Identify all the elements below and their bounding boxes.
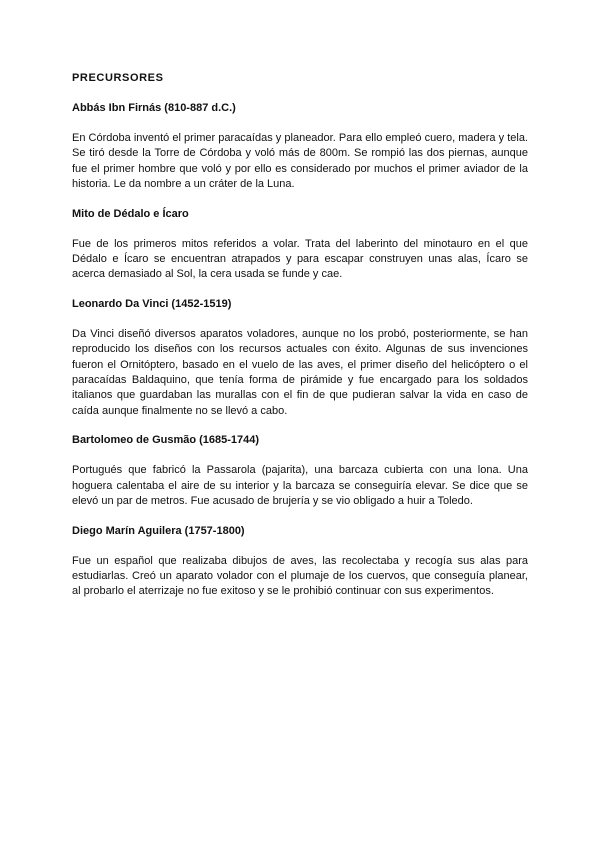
section-heading: Bartolomeo de Gusmão (1685-1744) [72, 434, 260, 447]
section-body: En Córdoba inventó el primer paracaídas y planeador. Para ello empleó cuero, madera y tela. Se tiró desde la Torre de Córdoba y voló más de 800m. Se rompió las dos piernas, aunque fue el primer hombre que voló y por ello es considerado por muchos el primer aviador de la historia. Le da nombre a un cráter de la Luna. [72, 132, 528, 191]
section-body: Fue de los primeros mitos referidos a volar. Trata del laberinto del minotauro en el que Dédalo e Ícaro se encuentran atrapados y para escapar construyen unas alas, Ícaro se acerca demasiado al Sol, la cera usada se funde y cae. [72, 237, 528, 281]
section-dedalo-icaro [72, 207, 528, 283]
section-leonardo-da-vinci [72, 297, 528, 419]
section-heading: Mito de Dédalo e Ícaro [72, 207, 189, 220]
document-title: PRECURSORES [72, 72, 164, 84]
section-abbas-ibn-firnas [72, 101, 528, 193]
section-diego-marin-aguilera [72, 524, 528, 600]
section-body: Portugués que fabricó la Passarola (pajarita), una barcaza cubierta con una lona. Una hoguera calentaba el aire de su interior y la barcaza se conseguiría elevar. Se dice que se elevó un par de metros. Fue acusado de brujería y se vio obligado a huir a Toledo. [72, 464, 528, 508]
section-body: Da Vinci diseñó diversos aparatos voladores, aunque no los probó, posteriormente, se han reproducido los diseños con los recursos actuales con éxito. Algunas de sus invenciones fueron el Ornitóptero, basado en el vuelo de las aves, el primer diseño del helicóptero o el paracaídas Baldaquino, que tenía forma de pirámide y fue encargado para los soldados italianos que guardaban las murallas con el fin de que pudieran salvar la vida en caso de caída aunque finalmente no se llevó a cabo. [72, 327, 528, 417]
section-heading: Leonardo Da Vinci (1452-1519) [72, 297, 232, 310]
section-bartolomeo-de-gusmao [72, 433, 528, 509]
document-page [72, 71, 528, 614]
section-body: Fue un español que realizaba dibujos de aves, las recolectaba y recogía sus alas para estudiarlas. Creó un aparato volador con el plumaje de los cuervos, que conseguía planear, al probarlo el aterrizaje no fue exitoso y se le prohibió continuar con sus experimentos. [72, 554, 528, 598]
section-heading: Abbás Ibn Firnás (810-887 d.C.) [72, 102, 236, 114]
section-heading: Diego Marín Aguilera (1757-1800) [72, 524, 245, 537]
